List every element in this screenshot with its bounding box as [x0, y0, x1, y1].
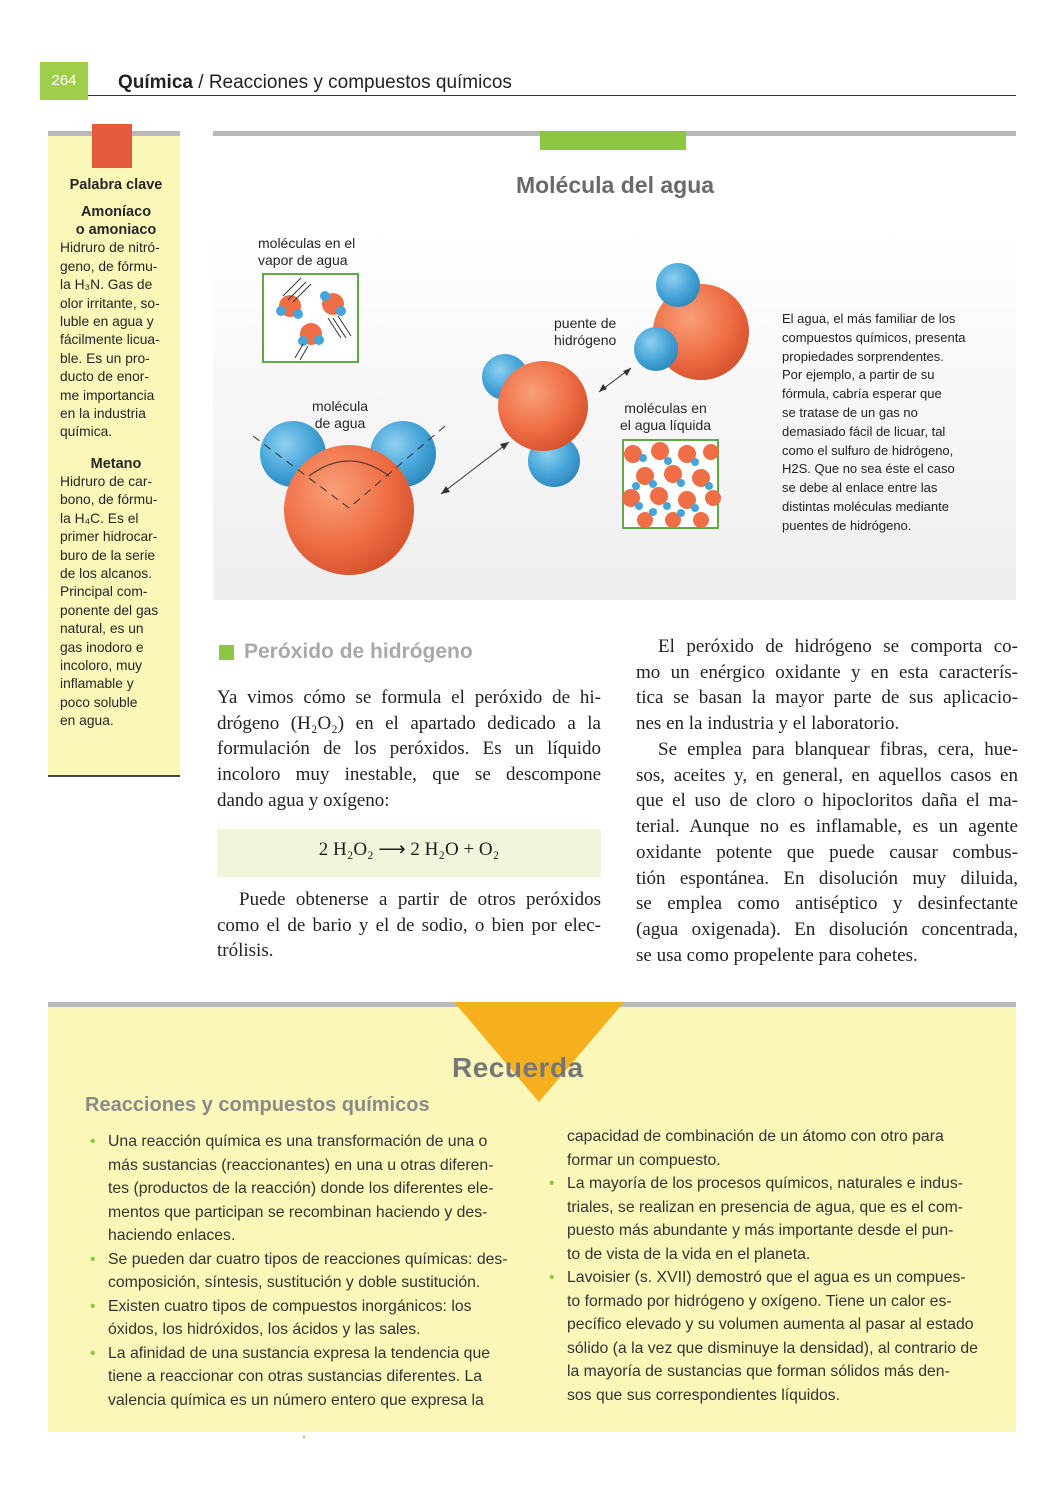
- list-line: La mayoría de los procesos químicos, naturales e indus-: [567, 1175, 964, 1192]
- definition-line: Hidruro de car-: [60, 473, 153, 489]
- term-ammonia-line1: Amoníaco: [80, 204, 152, 221]
- list-line: to de vista de la vida en el planeta.: [567, 1245, 811, 1263]
- list-line: más sustancias (reaccionantes) en una u otras diferen-: [108, 1156, 494, 1174]
- double-arrow-left: [441, 442, 509, 494]
- caption-line: H2S. Que no sea éste el caso: [782, 461, 955, 477]
- definition-line: Principal com-: [60, 584, 148, 600]
- list-line: haciendo enlaces.: [108, 1227, 236, 1244]
- body-line: nes en la industria y el laboratorio.: [636, 713, 900, 735]
- hydrogen-atom-right-top: [656, 263, 700, 307]
- body-line: drógeno (H₂O₂) en el apartado dedicado a la: [217, 712, 601, 734]
- bullet-icon: •: [90, 1297, 96, 1315]
- definition-line: ble. Es un pro-: [60, 350, 150, 366]
- caption-line: propiedades sorprendentes.: [782, 348, 944, 364]
- sidebar-heading: Palabra clave: [69, 177, 163, 193]
- list-line: puesto más abundante y más importante desde el pun-: [567, 1222, 954, 1239]
- page-dot: [303, 1436, 305, 1438]
- list-line: Existen cuatro tipos de compuestos inorgánicos: los: [108, 1297, 472, 1315]
- hydrogen-atom-right-left: [634, 327, 678, 371]
- definition-line: química.: [60, 424, 113, 440]
- list-line: formar un compuesto.: [567, 1151, 721, 1169]
- recuerda-list-item: [545, 1266, 1005, 1407]
- definition-line: poco soluble: [60, 694, 138, 710]
- definition-line: ducto de enor-: [60, 369, 149, 385]
- definition-line: fácilmente licua-: [60, 332, 160, 348]
- caption-line: distintas moléculas mediante: [782, 498, 949, 514]
- running-header: [118, 72, 512, 94]
- left-paragraph-1: [217, 685, 601, 814]
- body-line: tica se basan la mayor parte de sus aplicacio-: [636, 687, 1018, 709]
- header-subject: Química: [118, 72, 193, 93]
- body-line: se emplea como antiséptico y desinfectante: [636, 893, 1018, 915]
- list-line: valencia química es un número entero que expresa la: [108, 1391, 484, 1409]
- sidebar-bottom-rule: [48, 775, 180, 777]
- oxygen-atom-large: [284, 445, 414, 575]
- definition-line: geno, de fórmu-: [60, 258, 158, 274]
- body-line: que el uso de cloro o hipocloritos daña el ma-: [636, 790, 1018, 812]
- list-line: capacidad de combinación de un átomo con otro para: [567, 1128, 944, 1145]
- list-line: tes (productos de la reacción) donde los diferentes ele-: [108, 1180, 494, 1197]
- list-line: sos que sus correspondientes líquidos.: [567, 1386, 841, 1404]
- definition-line: gas inodoro e: [60, 639, 144, 655]
- definition-line: ponente del gas: [60, 602, 159, 618]
- list-line: Una reacción química es una transformación de una o: [108, 1133, 488, 1150]
- body-line: mo un enérgico oxidante y en esta caracterís-: [636, 661, 1018, 683]
- caption-line: Por ejemplo, a partir de su: [782, 367, 935, 383]
- caption-line: se debe al enlace entre las: [782, 480, 938, 496]
- caption-line: El agua, el más familiar de los: [782, 311, 956, 326]
- caption-line: puentes de hidrógeno.: [782, 517, 912, 533]
- list-line: Lavoisier (s. XVII) demostró que el agua es un compues-: [567, 1269, 966, 1286]
- recuerda-title: Recuerda: [452, 1052, 584, 1083]
- list-line: composición, síntesis, sustitución y doble sustitución.: [108, 1274, 481, 1291]
- large-water-molecule: [253, 421, 445, 575]
- body-line: incoloro muy inestable, que se descompone: [217, 764, 601, 786]
- label-hydrogen-bridge: puente de hidrógeno: [554, 315, 617, 348]
- definition-line: la H₄C. Es el: [60, 510, 139, 526]
- definition-line: en la industria: [60, 406, 146, 422]
- body-line: Se emplea para blanquear fibras, cera, hue-: [658, 739, 1018, 760]
- definition-line: luble en agua y: [60, 314, 154, 330]
- label-molecule: molécula de agua: [312, 398, 369, 431]
- page-number: 264: [40, 62, 88, 100]
- body-line: oxidante potente que puede causar combus-: [636, 841, 1018, 863]
- label-vapor: moléculas en el vapor de agua: [258, 235, 356, 268]
- recuerda-continuation: [545, 1125, 1005, 1172]
- term-methane: Metano: [90, 455, 142, 472]
- definition-line: me importancia: [60, 387, 155, 403]
- caption-line: demasiado fácil de licuar, tal: [782, 423, 946, 439]
- liquid-inset: [622, 440, 721, 528]
- section-marker: [219, 645, 234, 660]
- middle-water-molecule: [482, 354, 588, 487]
- list-line: to formado por hidrógeno y oxígeno. Tiene un calor es-: [567, 1292, 952, 1310]
- definition-line: inflamable y: [60, 676, 134, 692]
- body-line: (agua oxigenada). En disolución concentrada,: [636, 918, 1018, 940]
- body-line: formulación de los peróxidos. Es un líquido: [217, 738, 601, 760]
- body-line: sos, aceites y, en general, en aquellos casos en: [636, 764, 1018, 786]
- list-line: pecífico elevado y su volumen aumenta al pasar al estado: [567, 1316, 974, 1333]
- label-liquid: moléculas en el agua líquida: [620, 400, 712, 433]
- definition-line: natural, es un: [60, 621, 144, 637]
- list-line: tiene a reaccionar con otras sustancias diferentes. La: [108, 1368, 483, 1385]
- body-line: Puede obtenerse a partir de otros peróxidos: [239, 889, 601, 910]
- bullet-icon: •: [90, 1250, 96, 1268]
- list-line: mentos que participan se recombinan haciendo y des-: [108, 1203, 488, 1221]
- bullet-icon: •: [90, 1133, 96, 1150]
- hydrogen-bridge-arrow: [599, 368, 631, 392]
- definition-line: olor irritante, so-: [60, 295, 160, 311]
- body-line: El peróxido de hidrógeno se comporta co-: [658, 636, 1018, 657]
- body-line: se usa como propelente para cohetes.: [636, 944, 918, 966]
- body-line: tión espontánea. En disolución muy diluida,: [636, 867, 1018, 889]
- header-rule: [88, 95, 1016, 96]
- recuerda-list-item: [545, 1172, 1005, 1266]
- header-chapter: / Reacciones y compuestos químicos: [192, 72, 512, 93]
- list-line: la mayoría de sustancias que forman sólidos más den-: [567, 1363, 950, 1380]
- recuerda-left-list: [86, 1130, 526, 1412]
- term-ammonia-definition: [60, 239, 172, 441]
- vapor-inset: [263, 274, 358, 362]
- right-paragraph-2: [636, 737, 1018, 968]
- recuerda-right-list: [545, 1125, 1005, 1407]
- recuerda-subtitle: Reacciones y compuestos químicos: [85, 1094, 430, 1116]
- definition-line: primer hidrocar-: [60, 529, 158, 545]
- term-ammonia-line2: o amoniaco: [75, 222, 157, 239]
- sidebar-red-tab: [92, 124, 132, 168]
- bullet-icon: •: [549, 1269, 555, 1286]
- right-water-molecule: [634, 263, 749, 380]
- list-line: triales, se realizan en presencia de agua, que es el com-: [567, 1198, 964, 1216]
- list-line: Se pueden dar cuatro tipos de reacciones químicas: des-: [108, 1250, 508, 1268]
- definition-line: buro de la serie: [60, 547, 156, 563]
- oxygen-atom-mid: [498, 361, 588, 451]
- body-line: como el de bario y el de sodio, o bien por elec-: [217, 914, 601, 936]
- recuerda-list-item: [86, 1295, 526, 1342]
- bullet-icon: •: [549, 1175, 555, 1192]
- definition-line: incoloro, muy: [60, 657, 143, 673]
- equation: 2 H₂O₂ ⟶ 2 H₂O + O₂: [318, 839, 500, 860]
- sidebar-content: [60, 176, 172, 731]
- definition-line: de los alcanos.: [60, 565, 153, 581]
- definition-line: Hidruro de nitró-: [60, 240, 160, 256]
- caption-line: fórmula, cabría esperar que: [782, 386, 942, 402]
- body-line: dando agua y oxígeno:: [217, 789, 390, 811]
- caption-line: como el sulfuro de hidrógeno,: [782, 442, 954, 458]
- right-paragraph-1: [636, 634, 1018, 737]
- body-line: Ya vimos cómo se formula el peróxido de hi-: [217, 687, 601, 708]
- list-line: óxidos, los hidróxidos, los ácidos y las sales.: [108, 1321, 421, 1338]
- recuerda-list-item: [86, 1248, 526, 1295]
- definition-line: bono, de fórmu-: [60, 492, 158, 508]
- section-title: Peróxido de hidrógeno: [244, 640, 473, 663]
- recuerda-list-item: [86, 1342, 526, 1413]
- body-line: terial. Aunque no es inflamable, es un agente: [636, 816, 1018, 838]
- figure-caption: [782, 310, 1002, 536]
- body-line: trólisis.: [217, 940, 274, 962]
- caption-line: compuestos químicos, presenta: [782, 329, 966, 345]
- list-line: sólido (a la vez que disminuye la densidad), al contrario de: [567, 1339, 978, 1357]
- recuerda-list-item: [86, 1130, 526, 1248]
- term-methane-definition: [60, 473, 172, 731]
- bullet-icon: •: [90, 1344, 96, 1362]
- left-paragraph-2: [217, 887, 601, 964]
- figure-title: Molécula del agua: [515, 172, 715, 198]
- list-line: La afinidad de una sustancia expresa la tendencia que: [108, 1344, 491, 1362]
- definition-line: en agua.: [60, 713, 114, 729]
- caption-line: se tratase de un gas no: [782, 404, 918, 420]
- definition-line: la H₃N. Gas de: [60, 277, 153, 293]
